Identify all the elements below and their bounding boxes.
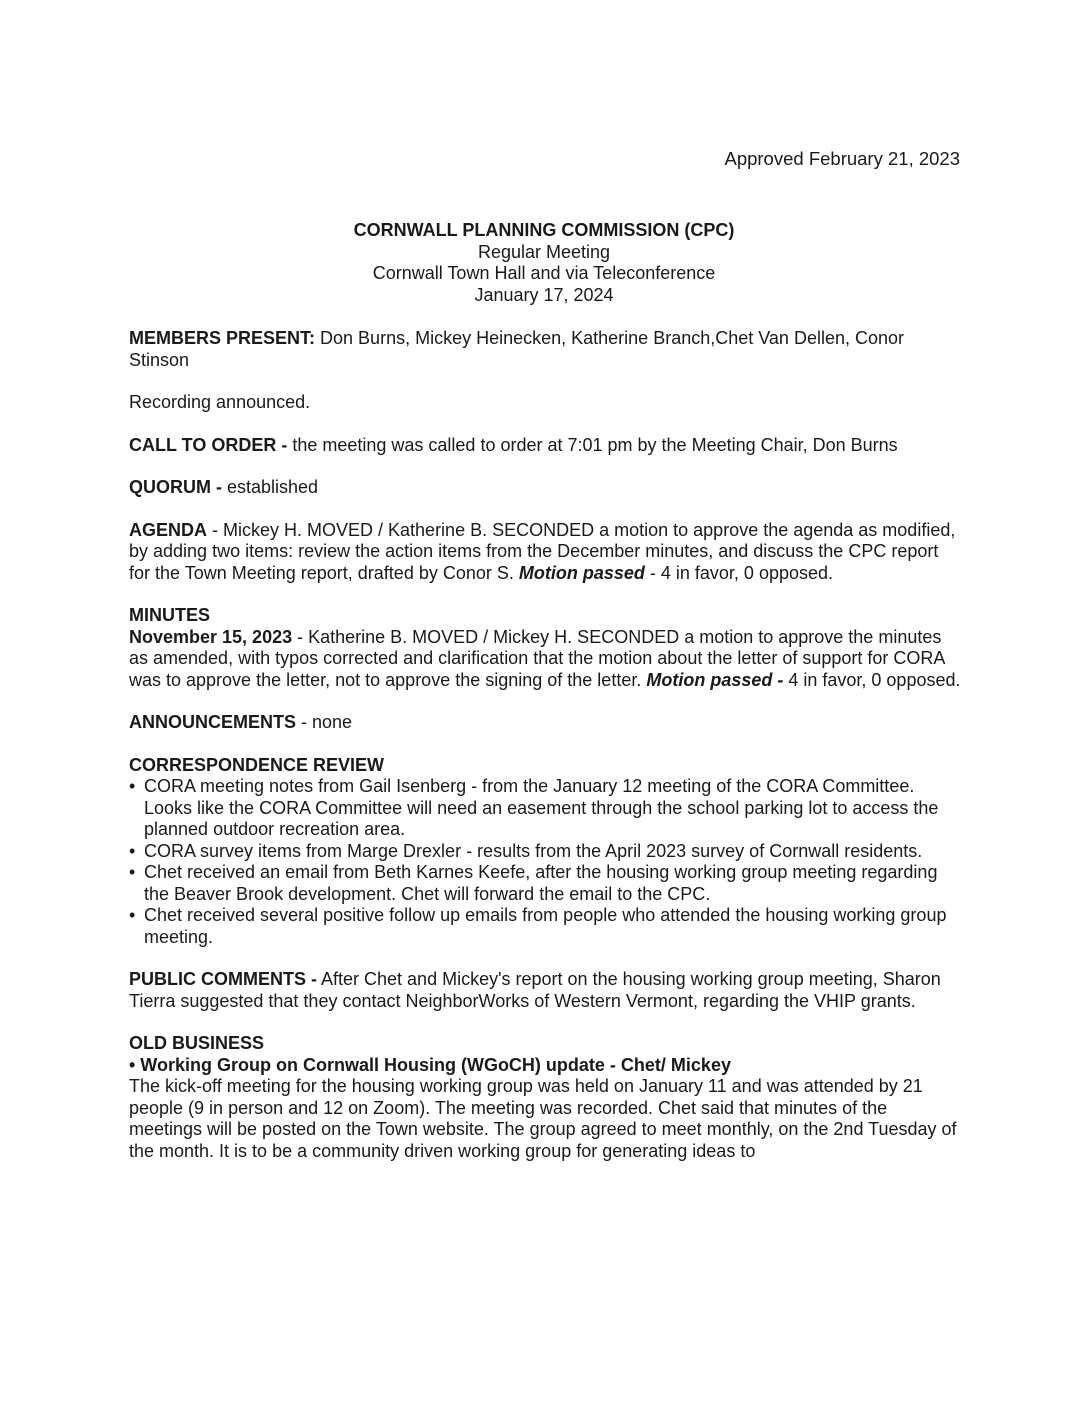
- public-comments-section: [129, 969, 963, 1012]
- agenda-section: [129, 520, 963, 585]
- correspondence-list: [129, 776, 963, 948]
- agenda-label: AGENDA: [129, 519, 208, 540]
- list-item: [129, 841, 963, 863]
- quorum-section: [129, 477, 963, 499]
- agenda-text: - Mickey H. MOVED / Katherine B. SECONDED a motion to approve the agenda as modified, by adding two items: review the action items from the December minutes, and discuss the CPC report for the Town Meeting report, drafted by Conor S.: [129, 519, 956, 583]
- list-item: [129, 862, 963, 905]
- recording-note: Recording announced.: [129, 392, 311, 412]
- quorum-text: established: [222, 477, 319, 497]
- old-business-section: [129, 1033, 963, 1162]
- members-present-label: MEMBERS PRESENT:: [129, 328, 316, 348]
- bullet-icon: •: [129, 905, 136, 925]
- public-comments-label: PUBLIC COMMENTS -: [129, 969, 317, 989]
- list-item: [129, 905, 963, 948]
- call-to-order-section: [129, 435, 963, 457]
- minutes-approval: [129, 627, 963, 692]
- minutes-date-label: November 15, 2023: [129, 626, 293, 647]
- list-item-text: CORA meeting notes from Gail Isenberg - from the January 12 meeting of the CORA Committee. Looks like the CORA Committee will need an easement through the school parking lot to access the planned outdoor recreation area.: [144, 776, 939, 839]
- members-present-text: Don Burns, Mickey Heinecken, Katherine Branch,Chet Van Dellen, Conor Stinson: [129, 328, 904, 370]
- bullet-icon: •: [129, 776, 136, 796]
- old-business-item-text: The kick-off meeting for the housing working group was held on January 11 and was attended by 21 people (9 in person and 12 on Zoom). The meeting was recorded. Chet said that minutes of the meetings will be posted on the Town website. The group agreed to meet monthly, on the 2nd Tuesday of the month. It is to be a community driven working group for generating ideas to: [129, 1076, 957, 1161]
- old-business-title: OLD BUSINESS: [129, 1033, 265, 1053]
- agenda-motion: Motion passed: [518, 562, 645, 583]
- meeting-type: Regular Meeting: [477, 241, 611, 262]
- quorum-label: QUORUM -: [129, 477, 222, 497]
- minutes-section: [129, 605, 963, 691]
- announcements-text: - none: [296, 712, 353, 732]
- call-to-order-label: CALL TO ORDER -: [129, 434, 288, 455]
- correspondence-section: [129, 755, 963, 949]
- document-title: CORNWALL PLANNING COMMISSION (CPC): [353, 220, 735, 240]
- correspondence-title: CORRESPONDENCE REVIEW: [129, 754, 385, 775]
- bullet-icon: •: [129, 840, 136, 861]
- list-item-text: CORA survey items from Marge Drexler - results from the April 2023 survey of Cornwall residents.: [144, 840, 923, 861]
- list-item-text: Chet received several positive follow up emails from people who attended the housing working group meeting.: [144, 905, 947, 947]
- announcements-section: [129, 712, 963, 734]
- approval-note: Approved February 21, 2023: [724, 148, 960, 169]
- minutes-result: 4 in favor, 0 opposed.: [783, 669, 961, 690]
- minutes-body: [129, 328, 963, 1183]
- minutes-title: MINUTES: [129, 605, 210, 625]
- bullet-icon: •: [129, 862, 136, 882]
- public-comments-text: After Chet and Mickey's report on the housing working group meeting, Sharon Tierra suggested that they contact NeighborWorks of Western Vermont, regarding the VHIP grants.: [129, 969, 941, 1011]
- list-item-text: Chet received an email from Beth Karnes Keefe, after the housing working group meeting regarding the Beaver Brook development. Chet will forward the email to the CPC.: [144, 862, 938, 904]
- call-to-order-text: the meeting was called to order at 7:01 pm by the Meeting Chair, Don Burns: [287, 434, 898, 455]
- agenda-result: - 4 in favor, 0 opposed.: [644, 562, 834, 583]
- members-present-section: [129, 328, 963, 371]
- minutes-motion: Motion passed -: [646, 669, 784, 690]
- minutes-text: - Katherine B. MOVED / Mickey H. SECONDED a motion to approve the minutes as amended, with typos corrected and clarification that the motion about the letter of support for CORA was to approve the letter, not to approve the signing of the letter.: [129, 626, 945, 690]
- list-item: [129, 776, 963, 841]
- announcements-label: ANNOUNCEMENTS: [129, 712, 297, 732]
- document-heading: [0, 220, 1088, 306]
- meeting-location: Cornwall Town Hall and via Teleconference: [372, 263, 716, 283]
- meeting-date: January 17, 2024: [474, 284, 614, 305]
- old-business-item-title: • Working Group on Cornwall Housing (WGoCH) update - Chet/ Mickey: [129, 1054, 731, 1075]
